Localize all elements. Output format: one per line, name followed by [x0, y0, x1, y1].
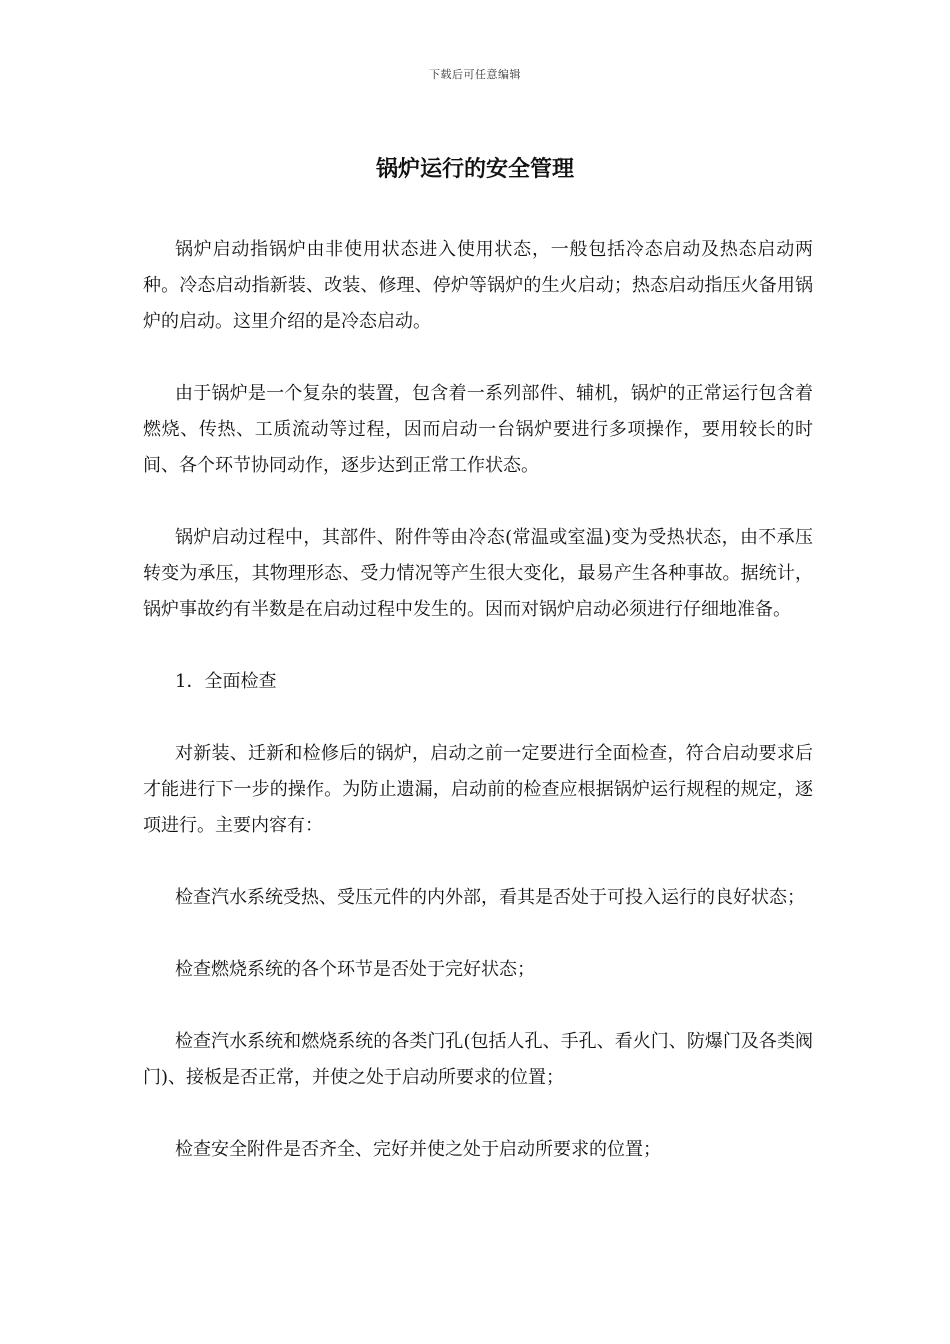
paragraph-complexity: 由于锅炉是一个复杂的装置，包含着一系列部件、辅机，锅炉的正常运行包含着燃烧、传热、工质流动等过程，因而启动一台锅炉要进行多项操作，要用较长的时间、各个环节协同动作，逐步达到正常工作状态。 [143, 383, 813, 476]
paragraph-check-doors-valves: 检查汽水系统和燃烧系统的各类门孔(包括人孔、手孔、看火门、防爆门及各类阀门)、接板是否正常，并使之处于启动所要求的位置； [143, 1031, 813, 1088]
paragraph-inspection-intro: 对新装、迁新和检修后的锅炉，启动之前一定要进行全面检查，符合启动要求后才能进行下一步的操作。为防止遗漏，启动前的检查应根据锅炉运行规程的规定，逐项进行。主要内容有： [143, 743, 813, 836]
paragraph-check-combustion: 检查燃烧系统的各个环节是否处于完好状态； [175, 959, 535, 980]
section-heading-inspection: 1．全面检查 [175, 671, 277, 692]
document-title: 锅炉运行的安全管理 [375, 156, 574, 182]
header-note: 下载后可任意编辑 [429, 68, 521, 81]
paragraph-check-steam-water: 检查汽水系统受热、受压元件的内外部，看其是否处于可投入运行的良好状态； [175, 887, 805, 908]
document-body [143, 232, 813, 1204]
paragraph-check-safety-accessories: 检查安全附件是否齐全、完好并使之处于启动所要求的位置； [175, 1139, 661, 1160]
paragraph-intro: 锅炉启动指锅炉由非使用状态进入使用状态，一般包括冷态启动及热态启动两种。冷态启动指新装、改装、修理、停炉等锅炉的生火启动；热态启动指压火备用锅炉的启动。这里介绍的是冷态启动。 [143, 239, 813, 332]
paragraph-startup-risk: 锅炉启动过程中，其部件、附件等由冷态(常温或室温)变为受热状态，由不承压转变为承压，其物理形态、受力情况等产生很大变化，最易产生各种事故。据统计，锅炉事故约有半数是在启动过程中发生的。因而对锅炉启动必须进行仔细地准备。 [143, 527, 813, 620]
